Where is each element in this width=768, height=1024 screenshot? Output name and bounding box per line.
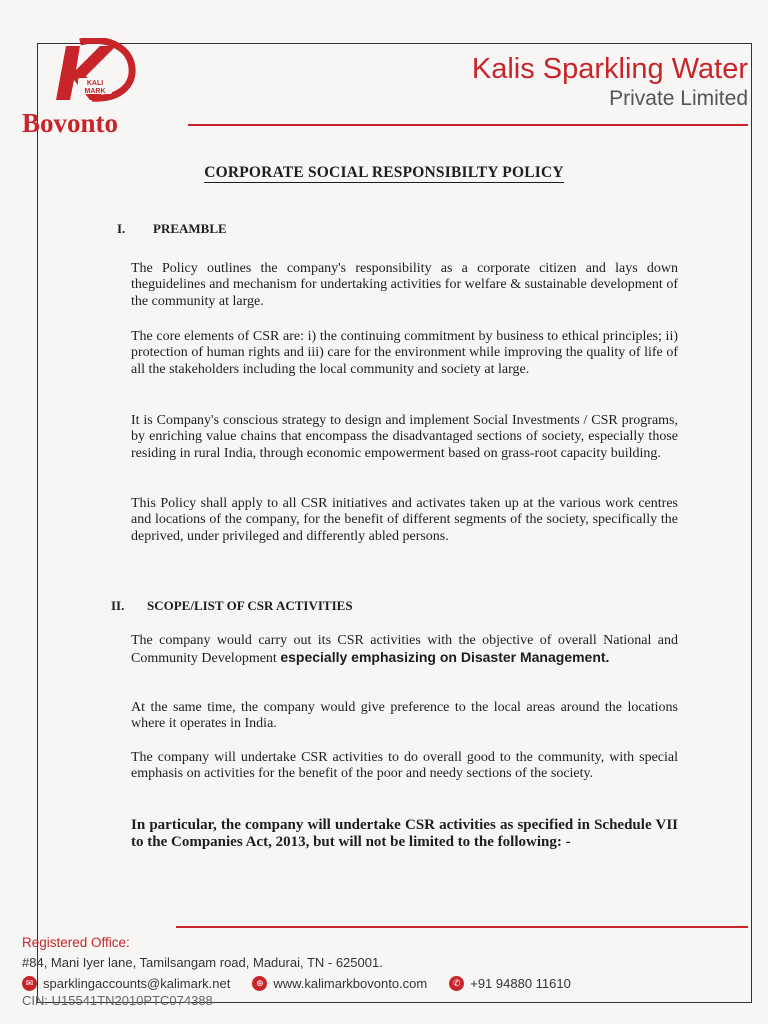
scope-paragraph-1 (131, 633, 678, 668)
section-number: II. (111, 598, 125, 613)
svg-text:Bovonto: Bovonto (22, 108, 119, 138)
globe-icon: ⊕ (252, 976, 267, 991)
email-contact (22, 976, 230, 991)
phone-contact (449, 976, 571, 991)
email-icon: ✉ (22, 976, 37, 991)
company-header (472, 52, 748, 112)
svg-text:KALI: KALI (86, 80, 104, 87)
document-title: CORPORATE SOCIAL RESPONSIBILTY POLICY (204, 164, 564, 181)
footer (22, 935, 752, 1008)
section-label: SCOPE/LIST OF CSR ACTIVITIES (147, 598, 353, 613)
svg-text:MARK: MARK (84, 88, 106, 95)
registered-office-label: Registered Office: (22, 935, 130, 950)
preamble-paragraph-4: This Policy shall apply to all CSR initiatives and activates taken up at the various work centres and locations of the company, for the benefit of different segments of the society, specifically the deprived, under privileged and differently abled persons. (131, 496, 678, 544)
section-label: PREAMBLE (153, 221, 227, 236)
bovonto-logo (20, 38, 170, 138)
scope-paragraph-2: At the same time, the company would give preference to the local areas around the locations where it operates in India. (131, 700, 678, 732)
section-heading-scope (111, 598, 511, 614)
scope-paragraph-3: The company will undertake CSR activities to do overall good to the community, with special emphasis on activities for the benefit of the poor and needy sections of the society. (131, 750, 678, 782)
scope-paragraph-1-text: The company would carry out its CSR activities with the objective of overall National and Community Development (131, 633, 678, 667)
email-text: sparklingaccounts@kalimark.net (43, 976, 231, 991)
company-name: Kalis Sparkling Water (471, 53, 748, 85)
scope-paragraph-4: In particular, the company will undertake CSR activities as specified in Schedule VII to the Companies Act, 2013, but will not be limited to the following: - (131, 817, 678, 850)
preamble-paragraph-1: The Policy outlines the company's responsibility as a corporate citizen and lays down theguidelines and mechanism for undertaking activities for welfare & sustainable development of the community at large. (131, 261, 678, 309)
header-divider (188, 124, 748, 126)
registered-address: #84, Mani Iyer lane, Tamilsangam road, Madurai, TN - 625001. (22, 955, 383, 970)
footer-divider (176, 926, 748, 928)
contact-row (22, 976, 752, 991)
phone-icon: ✆ (449, 976, 464, 991)
scope-paragraph-1-emphasis: especially emphasizing on Disaster Management. (280, 649, 610, 666)
company-suffix: Private Limited (609, 87, 748, 110)
preamble-paragraph-2: The core elements of CSR are: i) the continuing commitment by business to ethical principles; ii) protection of human rights and iii) care for the environment while improving the quality of life of all the stakeholders including the local community and society at large. (131, 329, 678, 377)
section-number: I. (117, 221, 126, 236)
website-text: www.kalimarkbovonto.com (273, 976, 428, 991)
section-heading-preamble (117, 221, 417, 237)
preamble-paragraph-3: It is Company's conscious strategy to design and implement Social Investments / CSR programs, by enriching value chains that encompass the disadvantaged sections of society, especially those residing in rural India, through economic empowerment based on grass-root capacity building. (131, 413, 678, 461)
cin-number: CIN: U15541TN2010PTC074388 (22, 993, 213, 1008)
website-contact (252, 976, 427, 991)
phone-text: +91 94880 11610 (470, 976, 571, 991)
